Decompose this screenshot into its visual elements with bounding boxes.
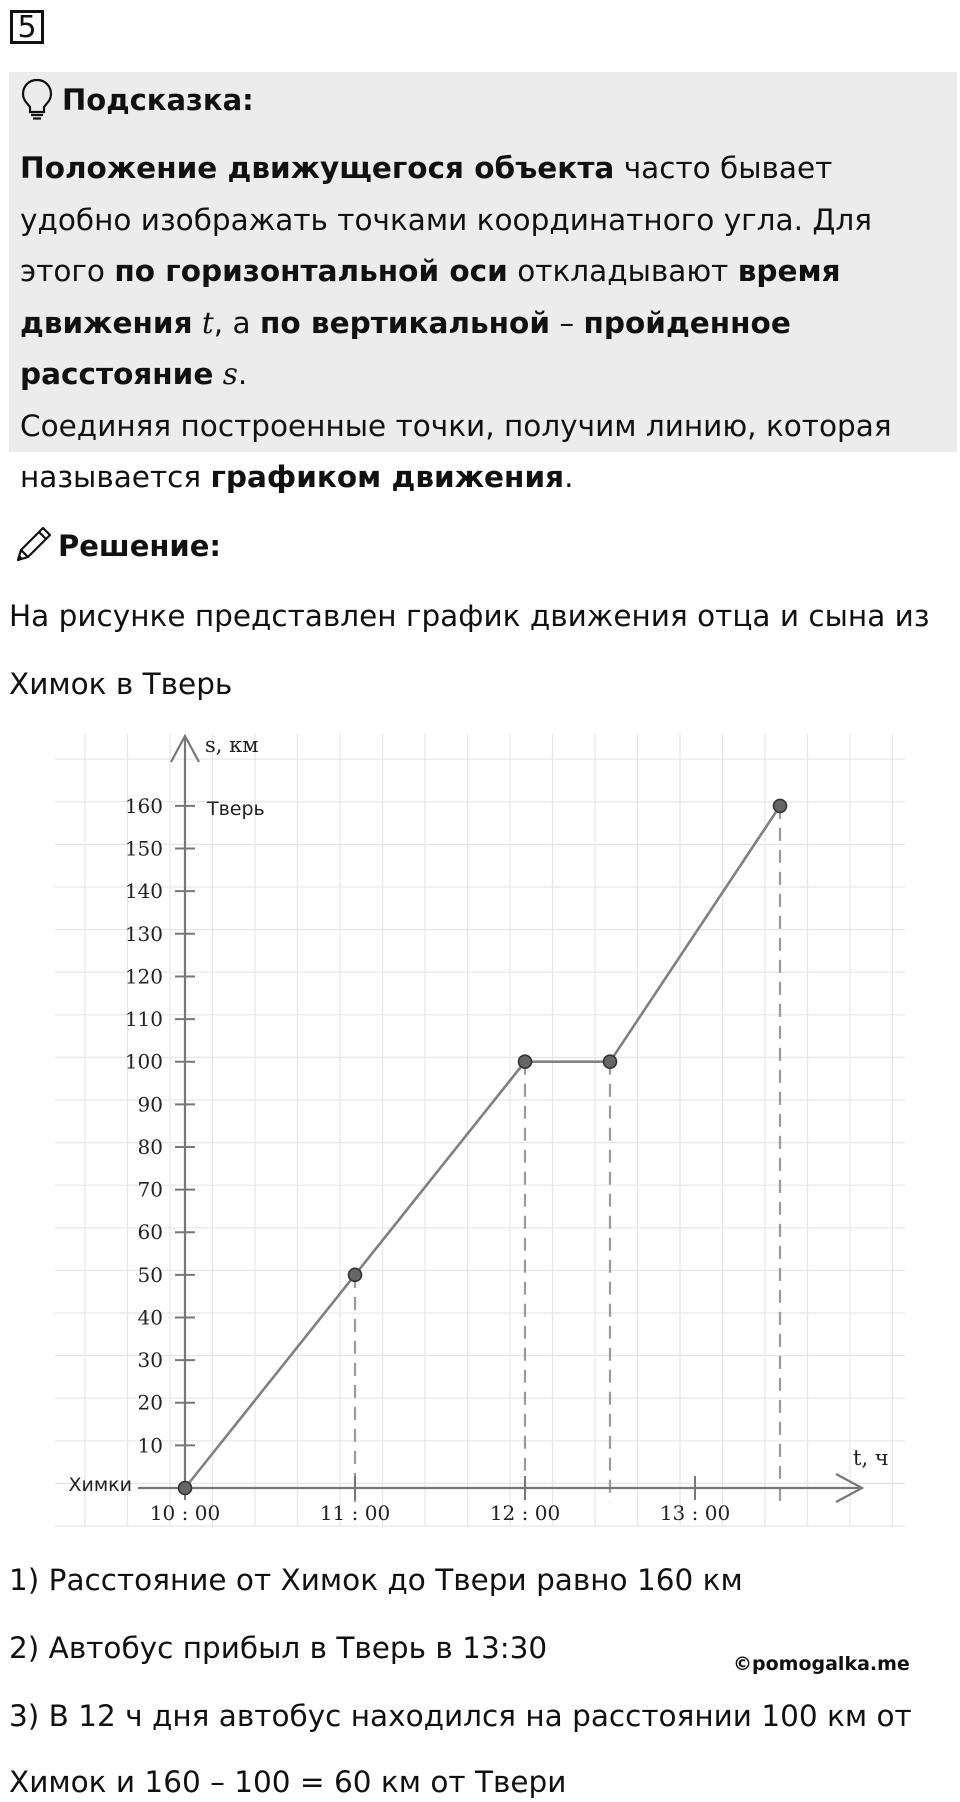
hint-span: , а [213,305,260,340]
answer-3-line-2: Химок и 160 – 100 = 60 км от Твери [9,1765,567,1799]
chart-grid [55,734,905,1526]
hint-bold: по горизонтальной оси [114,254,508,288]
y-tick-label: 60 [137,1220,163,1245]
chart-top-label: Тверь [207,798,265,820]
task-number: 5 [10,10,44,44]
data-point [519,1055,532,1068]
data-point [349,1268,362,1281]
hint-span: часто бывает удобно изображать точками координатного угла. Для этого [20,151,872,288]
chart-dashed-drops [355,806,780,1502]
hint-span: откладывают [507,254,738,288]
y-tick-label: 130 [124,921,163,946]
hint-bold: по вертикальной [260,305,550,340]
hint-title: Подсказка: [62,83,254,117]
x-axis-label: t, ч [853,1446,889,1470]
y-tick-label: 50 [137,1262,163,1287]
hint-bold: пройденное расстояние [20,305,791,391]
intro-line-2: Химок в Тверь [9,667,233,701]
x-tick-label: 12 : 00 [489,1501,561,1525]
y-tick-label: 110 [124,1007,163,1032]
hint-variable-s: s [222,357,238,391]
y-tick-label: 90 [137,1092,163,1117]
y-tick-label: 80 [137,1134,163,1159]
hint-bold: время движения [20,254,841,340]
y-tick-label: 40 [137,1305,163,1330]
x-tick-label: 11 : 00 [319,1501,391,1525]
answer-2: 2) Автобус прибыл в Тверь в 13:30 [9,1631,548,1665]
hint-text [20,143,950,504]
data-point [179,1482,192,1495]
hint-span: . [237,357,248,391]
y-tick-label: 140 [124,879,163,904]
y-tick-label: 10 [137,1433,163,1458]
y-axis-label: s, км [205,733,259,757]
data-point [774,799,787,812]
answer-1: 1) Расстояние от Химок до Твери равно 160 км [9,1563,743,1597]
y-tick-label: 160 [124,793,163,818]
lightbulb-icon [20,77,54,121]
y-tick-label: 120 [124,964,163,989]
pencil-icon [12,524,54,566]
chart-axes [138,736,862,1502]
hint-span: . [564,460,574,494]
hint-variable-t: t [201,305,214,340]
y-tick-label: 100 [124,1049,163,1074]
chart-series [179,799,787,1494]
x-tick-label: 13 : 00 [659,1501,731,1525]
hint-span: – [550,305,584,340]
x-tick-label: 10 : 00 [149,1501,221,1525]
motion-graph-chart [50,726,910,1536]
hint-bold: графиком движения [210,460,565,494]
hint-span: Соединяя построенные точки, получим линию, которая называется [20,408,892,494]
y-tick-label: 70 [137,1177,163,1202]
data-point [604,1055,617,1068]
intro-line-1: На рисунке представлен график движения отца и сына из [9,599,930,633]
y-tick-label: 30 [137,1348,163,1373]
chart-origin-label: Химки [68,1474,132,1496]
solution-title: Решение: [58,529,222,563]
y-tick-label: 150 [124,836,163,861]
watermark: ©pomogalka.me [733,1653,910,1675]
series-line [185,806,780,1488]
hint-bold: Положение движущегося объекта [20,151,615,185]
y-tick-label: 20 [137,1390,163,1415]
answer-3-line-1: 3) В 12 ч дня автобус находился на расстоянии 100 км от [9,1699,912,1733]
